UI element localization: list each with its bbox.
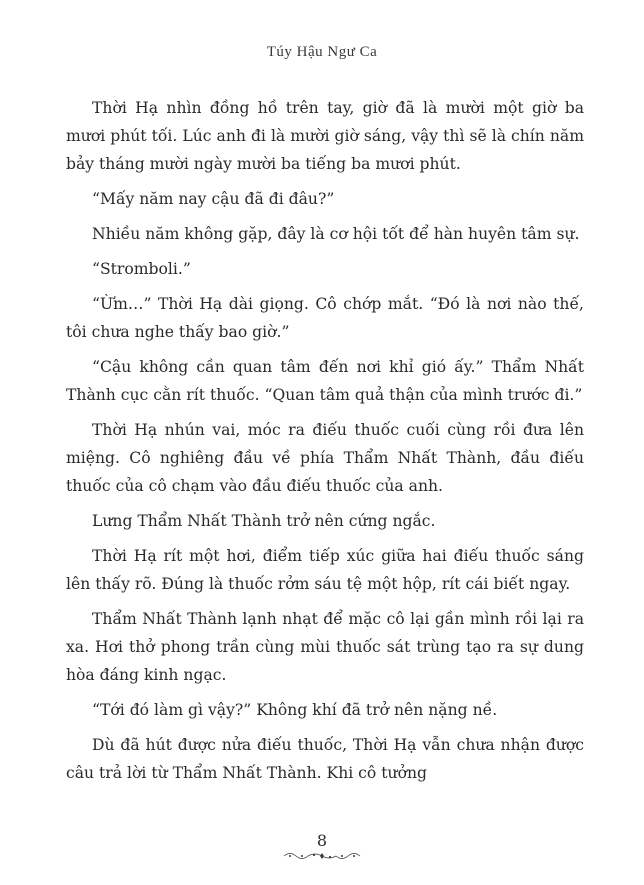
page-footer bbox=[0, 832, 644, 862]
paragraph: “Tới đó làm gì vậy?” Không khí đã trở nên nặng nề. bbox=[92, 701, 498, 719]
paragraph: “Stromboli.” bbox=[92, 260, 191, 278]
paragraph: “Cậu không cần quan tâm đến nơi khỉ gió ấy.” Thẩm Nhất Thành cục cằn rít thuốc. “Quan tâm quả thận của mình trước đi.” bbox=[66, 358, 584, 404]
running-header: Túy Hậu Ngư Ca bbox=[266, 44, 378, 60]
paragraph: “Mấy năm nay cậu đã đi đâu?” bbox=[92, 190, 335, 208]
paragraph: Thời Hạ nhìn đồng hồ trên tay, giờ đã là mười một giờ ba mươi phút tối. Lúc anh đi là mười giờ sáng, vậy thì sẽ là chín năm bảy tháng mười ngày mười ba tiếng ba mươi phút. bbox=[66, 99, 584, 173]
paragraph: Thời Hạ nhún vai, móc ra điếu thuốc cuối cùng rồi đưa lên miệng. Cô nghiêng đầu về phía Thẩm Nhất Thành, đầu điếu thuốc của cô chạm vào đầu điếu thuốc của anh. bbox=[66, 421, 584, 495]
body-text bbox=[66, 94, 584, 794]
paragraph: Dù đã hút được nửa điếu thuốc, Thời Hạ vẫn chưa nhận được câu trả lời từ Thẩm Nhất Thành. Khi cô tưởng bbox=[66, 736, 584, 782]
floral-flourish-icon bbox=[282, 850, 362, 862]
paragraph: Nhiều năm không gặp, đây là cơ hội tốt để hàn huyên tâm sự. bbox=[92, 225, 580, 243]
paragraph: “Ừm…” Thời Hạ dài giọng. Cô chớp mắt. “Đó là nơi nào thế, tôi chưa nghe thấy bao giờ.” bbox=[66, 295, 584, 341]
paragraph: Thời Hạ rít một hơi, điểm tiếp xúc giữa hai điếu thuốc sáng lên thấy rõ. Đúng là thuốc rởm sáu tệ một hộp, rít cái biết ngay. bbox=[66, 547, 584, 593]
paragraph: Thẩm Nhất Thành lạnh nhạt để mặc cô lại gần mình rồi lại ra xa. Hơi thở phong trần cùng mùi thuốc sát trùng tạo ra sự dung hòa đáng kinh ngạc. bbox=[66, 610, 584, 684]
paragraph: Lưng Thẩm Nhất Thành trở nên cứng ngắc. bbox=[92, 512, 436, 530]
page-number: 8 bbox=[316, 831, 328, 850]
